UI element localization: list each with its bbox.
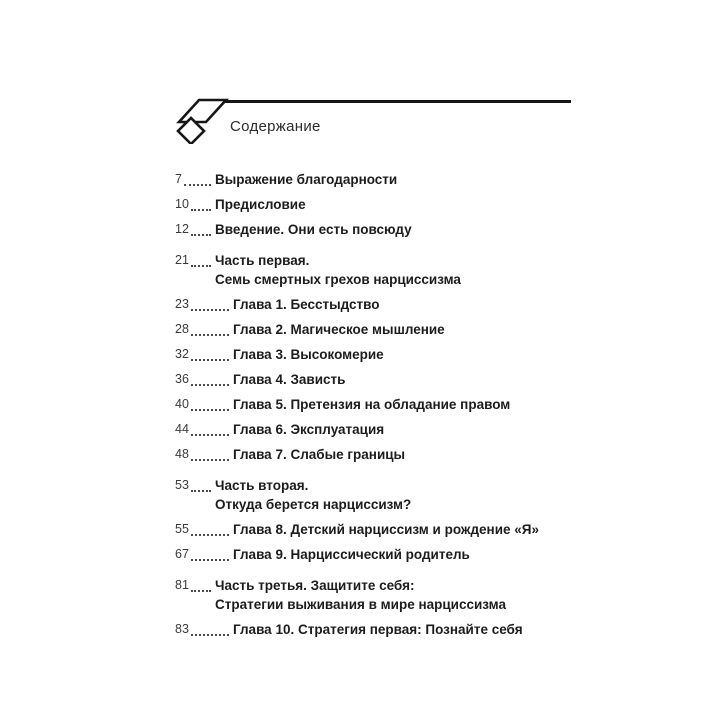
dot-leader	[191, 445, 229, 461]
page-number: 40	[175, 397, 189, 411]
page-number: 48	[175, 447, 189, 461]
entry-lead	[175, 251, 215, 270]
entry-lead	[175, 520, 233, 539]
dot-leader	[191, 320, 229, 336]
entry-title: Глава 4. Зависть	[233, 372, 346, 387]
entry-title: Введение. Они есть повсюду	[215, 222, 412, 237]
page-number: 53	[175, 478, 189, 492]
dot-leader	[191, 195, 211, 211]
toc-entry-part	[175, 576, 575, 614]
entry-title: Предисловие	[215, 197, 306, 212]
dot-leader	[184, 170, 211, 186]
entry-lead	[175, 576, 215, 595]
dot-leader	[191, 395, 229, 411]
page-number: 12	[175, 222, 189, 236]
entry-title: Часть третья. Защитите себя: Стратегии выживания в мире нарциссизма	[215, 578, 506, 612]
toc-entry-chapter	[175, 370, 575, 389]
publisher-logo-icon	[175, 84, 229, 144]
entry-lead	[175, 395, 233, 414]
toc-entry-chapter	[175, 420, 575, 439]
dot-leader	[191, 620, 229, 636]
toc-entry-chapter	[175, 295, 575, 314]
toc-entry-chapter	[175, 395, 575, 414]
toc-entry-part	[175, 476, 575, 514]
toc-entry-chapter	[175, 345, 575, 364]
entry-lead	[175, 345, 233, 364]
toc-entry-chapter	[175, 320, 575, 339]
entry-title: Глава 5. Претензия на обладание правом	[233, 397, 511, 412]
page-number: 67	[175, 547, 189, 561]
entry-title: Глава 3. Высокомерие	[233, 347, 384, 362]
dot-leader	[191, 370, 229, 386]
entry-title: Глава 7. Слабые границы	[233, 447, 406, 462]
entry-lead	[175, 295, 233, 314]
entry-lead	[175, 545, 233, 564]
entry-lead	[175, 170, 215, 189]
entry-title: Глава 8. Детский нарциссизм и рождение «Я»	[233, 522, 539, 537]
dot-leader	[191, 345, 229, 361]
entry-title: Часть вторая. Откуда берется нарциссизм?	[215, 478, 412, 512]
toc-entry	[175, 220, 575, 239]
table-of-contents	[175, 170, 575, 645]
header-rule	[225, 100, 571, 103]
entry-title: Глава 10. Стратегия первая: Познайте себя	[233, 622, 523, 637]
toc-entry-chapter	[175, 520, 575, 539]
toc-entry-chapter	[175, 445, 575, 464]
page-header	[175, 84, 571, 154]
page-number: 55	[175, 522, 189, 536]
entry-lead	[175, 445, 233, 464]
entry-lead	[175, 420, 233, 439]
dot-leader	[191, 576, 211, 592]
page-number: 32	[175, 347, 189, 361]
entry-title: Выражение благодарности	[215, 172, 398, 187]
dot-leader	[191, 545, 229, 561]
page-number: 23	[175, 297, 189, 311]
page-number: 7	[175, 172, 182, 186]
dot-leader	[191, 476, 211, 492]
page-number: 44	[175, 422, 189, 436]
entry-title: Глава 9. Нарциссический родитель	[233, 547, 470, 562]
entry-title: Глава 6. Эксплуатация	[233, 422, 385, 437]
toc-entry-chapter	[175, 545, 575, 564]
page-number: 21	[175, 253, 189, 267]
entry-lead	[175, 195, 215, 214]
entry-lead	[175, 220, 215, 239]
toc-entry	[175, 170, 575, 189]
entry-lead	[175, 370, 233, 389]
dot-leader	[191, 520, 229, 536]
dot-leader	[191, 295, 229, 311]
entry-title: Глава 2. Магическое мышление	[233, 322, 445, 337]
page-number: 10	[175, 197, 189, 211]
page-number: 81	[175, 578, 189, 592]
dot-leader	[191, 420, 229, 436]
dot-leader	[191, 220, 211, 236]
toc-entry	[175, 195, 575, 214]
entry-lead	[175, 320, 233, 339]
entry-title: Глава 1. Бесстыдство	[233, 297, 380, 312]
entry-lead	[175, 476, 215, 495]
entry-title: Часть первая. Семь смертных грехов нарциссизма	[215, 253, 461, 287]
dot-leader	[191, 251, 211, 267]
page-number: 36	[175, 372, 189, 386]
page-number: 28	[175, 322, 189, 336]
toc-entry-chapter	[175, 620, 575, 639]
toc-entry-part	[175, 251, 575, 289]
page-number: 83	[175, 622, 189, 636]
entry-lead	[175, 620, 233, 639]
page-title: Содержание	[230, 118, 321, 135]
